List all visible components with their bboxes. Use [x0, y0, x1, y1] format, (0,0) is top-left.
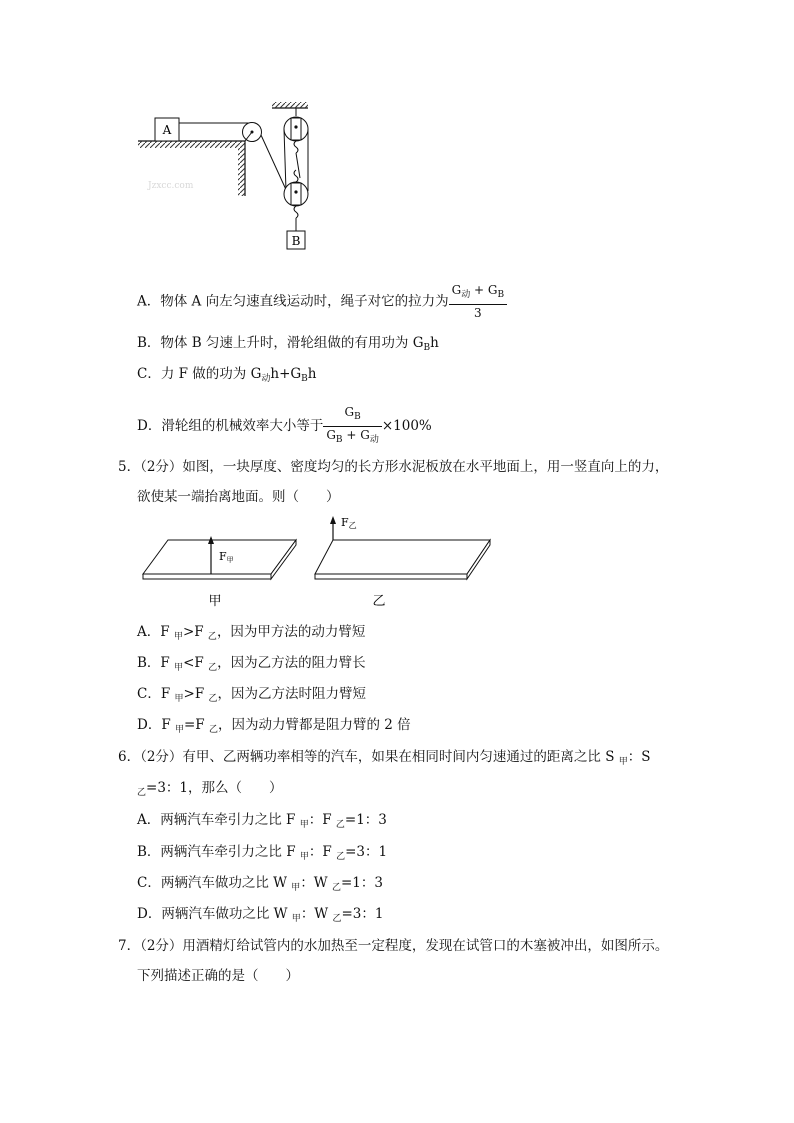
q4-option-a-text: A．物体 A 向左匀速直线运动时，绳子对它的拉力为 — [137, 293, 449, 310]
force-label-jia: F甲 — [219, 550, 234, 564]
q5-option-b[interactable]: B．F $_甲$<F $_乙$，因为乙方法的阻力臂长 — [137, 655, 366, 673]
q6-stem-line2: $_乙$=3：1，那么（ ） — [137, 780, 283, 798]
fixed-pulley — [284, 108, 308, 153]
movable-pulley — [284, 170, 308, 218]
pulley-figure — [130, 98, 330, 254]
slab-figure — [135, 512, 505, 614]
block-b-label: B — [291, 234, 301, 248]
q7-stem-line2: 下列描述正确的是（ ） — [137, 968, 299, 984]
q4-option-c[interactable]: C．力 F 做的功为 $G_动h+G_Bh$ — [137, 366, 317, 384]
force-label-yi: F乙 — [341, 516, 357, 530]
block-a-label: A — [162, 123, 172, 137]
q4-option-a-fraction: $\frac{G_动 + G_B}{3}$ — [449, 283, 508, 321]
q6-option-b[interactable]: B．两辆汽车牵引力之比 F $_甲$：F $_乙$=3：1 — [137, 844, 388, 862]
q6-stem-line1: 6．（2分）有甲、乙两辆功率相等的汽车，如果在相同时间内匀速通过的距离之比 S $_甲$：S — [118, 749, 651, 767]
q5-option-a[interactable]: A．F $_甲$>F $_乙$，因为甲方法的动力臂短 — [137, 624, 366, 642]
slab-yi — [315, 540, 490, 579]
q6-option-a[interactable]: A．两辆汽车牵引力之比 F $_甲$：F $_乙$=1：3 — [137, 812, 387, 830]
q5-stem-line1: 5．（2分）如图，一块厚度、密度均匀的长方形水泥板放在水平地面上，用一竖直向上的力， — [118, 459, 669, 475]
q6-option-c[interactable]: C．两辆汽车做功之比 W $_甲$：W $_乙$=1：3 — [137, 875, 383, 893]
q4-option-a[interactable] — [137, 283, 507, 321]
q6-option-d[interactable]: D．两辆汽车做功之比 W $_甲$：W $_乙$=3：1 — [137, 906, 384, 924]
q5-option-d[interactable]: D．F $_甲$=F $_乙$，因为动力臂都是阻力臂的 2 倍 — [137, 717, 411, 735]
q4-option-d-fraction: $\frac{G_B}{G_B + G_动}$ — [323, 405, 382, 448]
ceiling — [272, 102, 308, 108]
q4-option-d[interactable]: D．滑轮组的机械效率大小等于 $\frac{G_B}{G_B + G_动}$ ×100% — [137, 405, 432, 448]
force-arrow-yi — [330, 516, 336, 540]
q7-stem-line1: 7．（2分）用酒精灯给试管内的水加热至一定程度，发现在试管口的木塞被冲出，如图所示。 — [118, 938, 669, 954]
q5-stem-line2: 欲使某一端抬离地面。则（ ） — [137, 489, 340, 505]
watermark: Jzxcc.com — [148, 181, 194, 191]
figure-label-jia: 甲 — [208, 594, 222, 609]
figure-label-yi: 乙 — [372, 594, 386, 609]
q5-option-c[interactable]: C．F $_甲$>F $_乙$，因为乙方法时阻力臂短 — [137, 686, 367, 704]
q4-option-b[interactable]: B．物体 B 匀速上升时，滑轮组做的有用功为 $G_Bh$ — [137, 335, 439, 353]
